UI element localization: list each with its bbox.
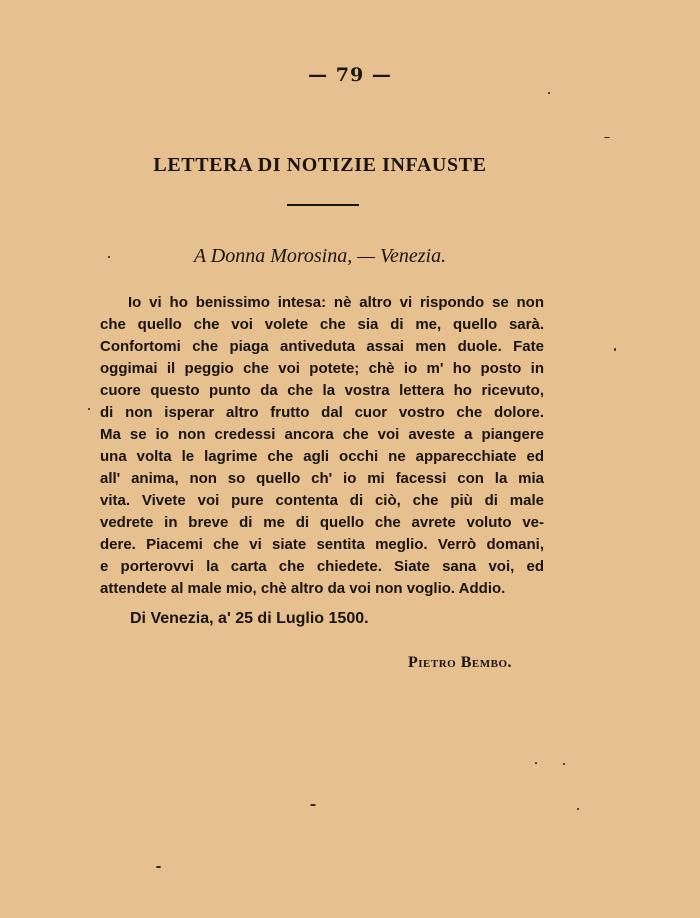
page-number: — 79 —	[308, 64, 392, 86]
letter-line: che quello che voi volete che sia di me, quello sarà.	[100, 316, 544, 333]
addressee-line: A Donna Morosina, — Venezia.	[193, 245, 447, 267]
letter-line: attendete al male mio, chè altro da voi non voglio. Addio.	[100, 580, 506, 597]
scan-speck	[88, 408, 90, 410]
letter-line: Confortomi che piaga antiveduta assai men duole. Fate	[100, 338, 544, 355]
letter-line: oggimai il peggio che voi potete; chè io m' ho posto in	[100, 360, 544, 377]
letter-line: vedrete in breve di me di quello che avrete voluto ve-	[100, 514, 544, 531]
dateline: Di Venezia, a' 25 di Luglio 1500.	[130, 610, 369, 627]
letter-line: all' anima, non so quello ch' io mi facessi con la mia	[100, 470, 544, 487]
letter-line: una volta le lagrime che agli occhi ne apparecchiate ed	[100, 448, 544, 465]
signature: Pietro Bembo.	[408, 654, 513, 671]
scan-speck	[563, 763, 565, 765]
letter-line: cuore questo punto da che la vostra lettera ho ricevuto,	[100, 382, 544, 399]
title-rule	[287, 204, 359, 206]
letter-line: dere. Piacemi che vi siate sentita meglio. Verrò domani,	[100, 536, 544, 553]
letter-line: e porterovvi la carta che chiedete. Siate sana voi, ed	[100, 558, 544, 575]
scan-speck	[535, 762, 537, 764]
letter-line: Io vi ho benissimo intesa: nè altro vi rispondo se non	[128, 294, 544, 311]
letter-line: di non isperar altro frutto dal cuor vostro che dolore.	[100, 404, 544, 421]
letter-body	[100, 292, 544, 600]
scan-speck	[604, 137, 610, 138]
scan-speck	[310, 804, 316, 806]
scan-speck	[614, 348, 616, 351]
letter-title: LETTERA DI NOTIZIE INFAUSTE	[153, 154, 487, 176]
scan-speck	[156, 866, 161, 868]
letter-line: vita. Vivete voi pure contenta di ciò, che più di male	[100, 492, 544, 509]
scan-speck	[108, 256, 110, 258]
scan-speck	[548, 92, 550, 94]
scan-speck	[577, 808, 579, 810]
letter-line: Ma se io non credessi ancora che voi aveste a piangere	[100, 426, 544, 443]
